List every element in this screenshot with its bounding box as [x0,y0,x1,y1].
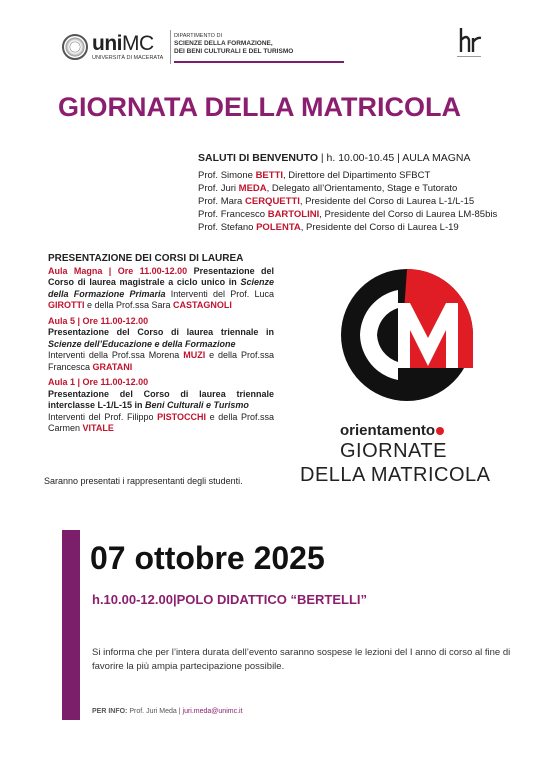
speaker-item: Prof. Francesco BARTOLINI, Presidente del Corso di Laurea LM-85bis [198,209,498,220]
welcome-line: SALUTI DI BENVENUTO | h. 10.00-10.45 | AULA MAGNA [198,152,471,164]
contact-email-link[interactable]: juri.meda@unimc.it [182,708,243,715]
presentations-heading: PRESENTAZIONE DEI CORSI DI LAUREA [48,253,244,264]
logo-subtitle: UNIVERSITÀ DI MACERATA [92,55,164,61]
hr-logo-icon [455,26,483,60]
university-seal-icon [62,34,88,60]
department-name: DIPARTIMENTO DI SCIENZE DELLA FORMAZIONE, DEI BENI CULTURALI E DEL TURISMO [174,33,294,55]
speaker-item: Prof. Simone BETTI, Direttore del Dipartimento SFBCT [198,170,431,181]
event-date: 07 ottobre 2025 [90,540,325,576]
della-matricola-label: DELLA MATRICOLA [300,464,491,486]
session-aula-1: Aula 1 | Ore 11.00-12.00 Presentazione del Corso di laurea triennale interclasse L-1/L-15 in Beni Culturali e Turismo Interventi del Prof. Filippo PISTOCCHI e della Prof.ssa Carmen VITALE [48,377,274,433]
event-time-place: h.10.00-12.00|POLO DIDATTICO “BERTELLI” [92,592,367,607]
contact-line: PER INFO: Prof. Juri Meda | juri.meda@unimc.it [92,708,243,715]
info-note: Si informa che per l’intera durata dell’evento saranno sospese le lezioni del I anno di corso al fine di favorire la più ampia partecipazione possibile. [92,647,511,672]
speaker-item: Prof. Mara CERQUETTI, Presidente del Corso di Laurea L-1/L-15 [198,196,475,207]
page-title: GIORNATA DELLA MATRICOLA [58,92,461,122]
session-aula-magna: Aula Magna | Ore 11.00-12.00 Presentazione del Corso di laurea magistrale a ciclo unico in Scienze della Formazione Primaria Interventi del Prof. Luca GIROTTI e della Prof.ssa Sara CASTAGNOLI [48,265,274,310]
red-dot-icon [436,427,444,435]
orientamento-label: orientamento [340,422,444,439]
giornate-label: GIORNATE [340,440,447,462]
speakers-list [198,169,497,234]
session-aula-5: Aula 5 | Ore 11.00-12.00 Presentazione del Corso di laurea triennale in Scienze dell’Educazione e della Formazione Interventi della Prof.ssa Morena MUZI e della Prof.ssa Francesca GRATANI [48,315,274,372]
department-underline [174,61,344,63]
speaker-item: Prof. Stefano POLENTA, Presidente del Corso di Laurea L-19 [198,222,459,233]
speaker-item: Prof. Juri MEDA, Delegato all’Orientamento, Stage e Tutorato [198,183,458,194]
unimc-logo: uniMC [92,32,154,55]
students-note: Saranno presentati i rappresentanti degli studenti. [44,476,243,486]
course-presentations [48,253,274,439]
accent-bar [62,530,80,720]
header [62,30,522,66]
logo-divider [170,30,171,64]
om-logo-icon [340,268,474,402]
